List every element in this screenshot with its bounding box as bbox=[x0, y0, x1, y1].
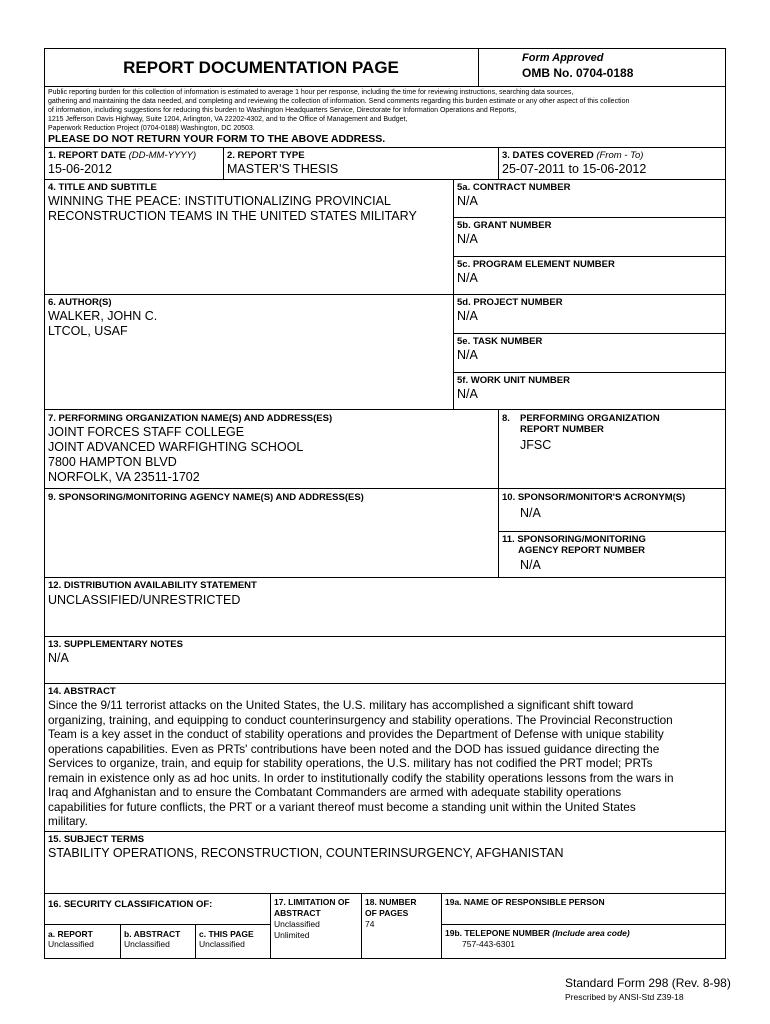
line-5a-5b bbox=[453, 217, 726, 218]
block16-col-b bbox=[195, 924, 196, 959]
performing-org-value: JOINT FORCES STAFF COLLEGE JOINT ADVANCED WARFIGHTING SCHOOL 7800 HAMPTON BLVD NORFOLK, VA 23511-1702 bbox=[48, 425, 304, 484]
line-org-sponsor bbox=[44, 488, 726, 489]
security-classification-label: 16. SECURITY CLASSIFICATION OF: bbox=[48, 899, 213, 910]
block18-divider bbox=[441, 893, 442, 959]
report-date-label: 1. REPORT DATE (DD-MM-YYYY) bbox=[48, 150, 197, 161]
grant-number-value: N/A bbox=[457, 232, 478, 246]
distribution-value: UNCLASSIFIED/UNRESTRICTED bbox=[48, 593, 241, 607]
line-abstract-subject bbox=[44, 831, 726, 832]
row1-divider-a bbox=[223, 147, 224, 179]
row1-divider-b bbox=[498, 147, 499, 179]
sponsoring-agency-label: 9. SPONSORING/MONITORING AGENCY NAME(S) AND ADDRESS(ES) bbox=[48, 492, 364, 503]
line-supp-abstract bbox=[44, 683, 726, 684]
line-sponsor-dist bbox=[44, 577, 726, 578]
num-pages-value: 74 bbox=[365, 919, 375, 929]
block7-divider bbox=[498, 409, 499, 577]
notice-line: Public reporting burden for this collection of information is estimated to average 1 hour per response, including the time for reviewing instructions, searching data sources, bbox=[48, 89, 574, 96]
subject-terms-value: STABILITY OPERATIONS, RECONSTRUCTION, COUNTERINSURGENCY, AFGHANISTAN bbox=[48, 846, 564, 860]
performing-report-number-label: 8. bbox=[502, 413, 510, 424]
return-warning: PLEASE DO NOT RETURN YOUR FORM TO THE ABOVE ADDRESS. bbox=[48, 133, 386, 145]
page-title: REPORT DOCUMENTATION PAGE bbox=[123, 58, 399, 77]
block16-col-a bbox=[120, 924, 121, 959]
block17-divider bbox=[361, 893, 362, 959]
project-number-value: N/A bbox=[457, 309, 478, 323]
burden-notice bbox=[48, 88, 629, 133]
performing-report-label: PERFORMING ORGANIZATION REPORT NUMBER bbox=[520, 413, 660, 435]
report-type-value: MASTER'S THESIS bbox=[227, 162, 339, 176]
notice-line: 1215 Jefferson Davis Highway, Suite 1204, Arlington, VA 22202-4302, and to the Office of Management and Budget, bbox=[48, 116, 408, 123]
supplementary-value: N/A bbox=[48, 651, 69, 665]
limitation-label: 17. LIMITATION OF ABSTRACT bbox=[274, 897, 350, 918]
page-class-value: Unclassified bbox=[199, 939, 245, 949]
line-subject-security bbox=[44, 893, 726, 894]
num-pages-label: 18. NUMBER OF PAGES bbox=[365, 897, 417, 918]
abstract-class-label: b. ABSTRACT bbox=[124, 929, 181, 939]
program-element-value: N/A bbox=[457, 271, 478, 285]
report-date-value: 15-06-2012 bbox=[48, 162, 112, 176]
responsible-person-label: 19a. NAME OF RESPONSIBLE PERSON bbox=[445, 897, 605, 907]
prescribed-label: Prescribed by ANSI-Std Z39-18 bbox=[565, 992, 684, 1002]
line-19a-19b bbox=[441, 924, 726, 925]
title-label: 4. TITLE AND SUBTITLE bbox=[48, 182, 157, 193]
grant-number-label: 5b. GRANT NUMBER bbox=[457, 220, 552, 231]
contract-number-value: N/A bbox=[457, 194, 478, 208]
line-16-subrow bbox=[44, 924, 270, 925]
abstract-text: Since the 9/11 terrorist attacks on the United States, the U.S. military has accomplished a significant shift toward organizing, training, and equipping to conduct counterinsurgency and stability operations. The Provincial Reconstruction Team is a key asset in the conduct of stability operations and provides the Department of Defense with unique stability operations capabilities. Even as PRTs' contributions have been noted and the DOD has issued guidance directing the Services to organize, train, and equip for stability operations, the U.S. military has not codified the PRT model; PRTs remain in existence only as ad hoc units. In order to institutionally codify the stability operations lessons from the wars in Iraq and Afghanistan and to ensure the Combatant Commanders are armed with adequate stability operations capabilities for future conflicts, the PRT or a variant thereof must become a standing unit within the United States military. bbox=[48, 698, 674, 828]
standard-form-label: Standard Form 298 (Rev. 8-98) bbox=[565, 976, 731, 990]
omb-number: OMB No. 0704-0188 bbox=[522, 66, 634, 80]
line-dist-supp bbox=[44, 636, 726, 637]
notice-line: gathering and maintaining the data needed, and completing and reviewing the collection of information. Send comments regarding this burden estimate or any other aspect of this collection bbox=[48, 98, 630, 105]
abstract-class-value: Unclassified bbox=[124, 939, 170, 949]
header-bottom-line bbox=[44, 86, 726, 87]
authors-label: 6. AUTHOR(S) bbox=[48, 297, 112, 308]
notice-line: of information, including suggestions for reducing this burden to Washington Headquarters Service, Directorate for Information Operations and Reports, bbox=[48, 107, 517, 114]
subject-terms-label: 15. SUBJECT TERMS bbox=[48, 834, 145, 845]
block16-divider bbox=[270, 893, 271, 959]
line-title-authors bbox=[44, 294, 726, 295]
line-5e-5f bbox=[453, 372, 726, 373]
line-authors-org bbox=[44, 409, 726, 410]
telephone-value: 757-443-6301 bbox=[462, 939, 515, 949]
report-class-label: a. REPORT bbox=[48, 929, 93, 939]
form-approved-label: Form Approved bbox=[522, 52, 604, 64]
supplementary-label: 13. SUPPLEMENTARY NOTES bbox=[48, 639, 183, 650]
performing-report-value: JFSC bbox=[520, 438, 552, 452]
sponsor-report-value: N/A bbox=[520, 558, 541, 572]
task-number-value: N/A bbox=[457, 348, 478, 362]
sponsor-report-label: 11. SPONSORING/MONITORING AGENCY REPORT NUMBER bbox=[502, 534, 646, 556]
dates-covered-value: 25-07-2011 to 15-06-2012 bbox=[502, 162, 647, 176]
authors-value: WALKER, JOHN C. LTCOL, USAF bbox=[48, 309, 158, 338]
project-number-label: 5d. PROJECT NUMBER bbox=[457, 297, 563, 308]
program-element-label: 5c. PROGRAM ELEMENT NUMBER bbox=[457, 259, 615, 270]
notice-bottom-line bbox=[44, 147, 726, 148]
line-5b-5c bbox=[453, 256, 726, 257]
contract-number-label: 5a. CONTRACT NUMBER bbox=[457, 182, 571, 193]
report-class-value: Unclassified bbox=[48, 939, 94, 949]
line-5d-5e bbox=[453, 333, 726, 334]
limitation-value: Unclassified Unlimited bbox=[274, 919, 320, 940]
sponsor-acronym-value: N/A bbox=[520, 506, 541, 520]
distribution-label: 12. DISTRIBUTION AVAILABILITY STATEMENT bbox=[48, 580, 257, 591]
row1-bottom-line bbox=[44, 179, 726, 180]
dates-covered-label: 3. DATES COVERED (From - To) bbox=[502, 150, 644, 161]
task-number-label: 5e. TASK NUMBER bbox=[457, 336, 543, 347]
telephone-label: 19b. TELEPONE NUMBER (Include area code) bbox=[445, 928, 630, 938]
report-type-label: 2. REPORT TYPE bbox=[227, 150, 305, 161]
work-unit-value: N/A bbox=[457, 387, 478, 401]
sponsor-acronym-label: 10. SPONSOR/MONITOR'S ACRONYM(S) bbox=[502, 492, 686, 503]
page-class-label: c. THIS PAGE bbox=[199, 929, 254, 939]
work-unit-label: 5f. WORK UNIT NUMBER bbox=[457, 375, 570, 386]
performing-org-label: 7. PERFORMING ORGANIZATION NAME(S) AND ADDRESS(ES) bbox=[48, 413, 333, 424]
title-value: WINNING THE PEACE: INSTITUTIONALIZING PROVINCIAL RECONSTRUCTION TEAMS IN THE UNITED STATES MILITARY bbox=[48, 194, 417, 223]
header-divider bbox=[478, 48, 479, 86]
notice-line: Paperwork Reduction Project (0704-0188) Washington, DC 20503. bbox=[48, 125, 255, 132]
abstract-label: 14. ABSTRACT bbox=[48, 686, 116, 697]
line-10-11 bbox=[498, 531, 726, 532]
